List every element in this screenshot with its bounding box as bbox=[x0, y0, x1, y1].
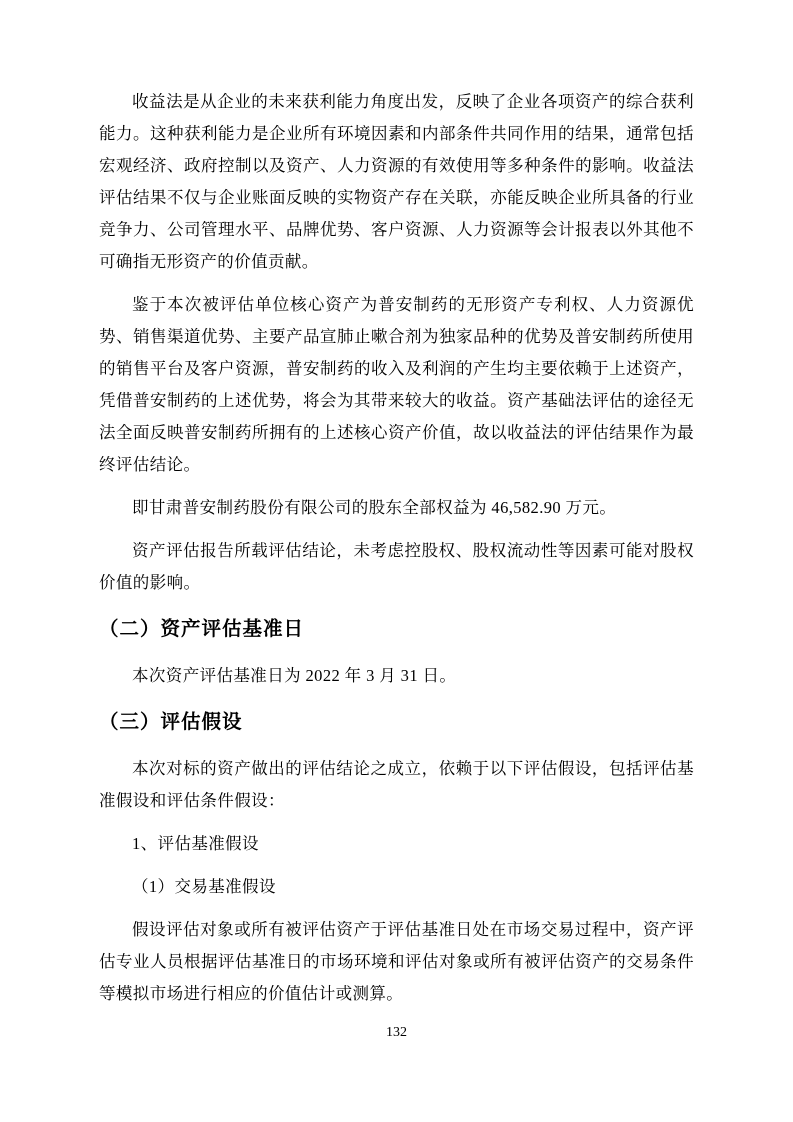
paragraph-assumptions-intro: 本次对标的资产做出的评估结论之成立，依赖于以下评估假设，包括评估基准假设和评估条件假设： bbox=[99, 759, 694, 810]
page-number: 132 bbox=[386, 1025, 407, 1040]
paragraph-income-method-description: 收益法是从企业的未来获利能力角度出发，反映了企业各项资产的综合获利能力。这种获利能力是企业所有环境因素和内部条件共同作用的结果，通常包括宏观经济、政府控制以及资产、人力资源的有效使用等多种条件的影响。收益法评估结果不仅与企业账面反映的实物资产存在关联，亦能反映企业所具备的行业竞争力、公司管理水平、品牌优势、客户资源、人力资源等会计报表以外其他不可确指无形资产的价值贡献。 bbox=[99, 92, 694, 271]
list-item-basic-assumption: 1、评估基准假设 bbox=[132, 834, 259, 853]
section-heading-benchmark-date: （二）资产评估基准日 bbox=[99, 618, 305, 640]
paragraph-equity-value-conclusion: 即甘肃普安制药股份有限公司的股东全部权益为 46,582.90 万元。 bbox=[132, 498, 617, 517]
document-content bbox=[99, 86, 694, 1021]
section-heading-assumptions: （三）评估假设 bbox=[99, 711, 243, 733]
paragraph-benchmark-date: 本次资产评估基准日为 2022 年 3 月 31 日。 bbox=[132, 666, 457, 685]
paragraph-conclusion-note: 资产评估报告所载评估结论，未考虑控股权、股权流动性等因素可能对股权价值的影响。 bbox=[99, 541, 694, 592]
list-item-transaction-assumption: （1）交易基准假设 bbox=[132, 877, 276, 896]
paragraph-core-assets-rationale: 鉴于本次被评估单位核心资产为普安制药的无形资产专利权、人力资源优势、销售渠道优势、主要产品宣肺止嗽合剂为独家品种的优势及普安制药所使用的销售平台及客户资源，普安制药的收入及利润的产生均主要依赖于上述资产，凭借普安制药的上述优势，将会为其带来较大的收益。资产基础法评估的途径无法全面反映普安制药所拥有的上述核心资产价值，故以收益法的评估结果作为最终评估结论。 bbox=[99, 295, 694, 474]
paragraph-transaction-assumption: 假设评估对象或所有被评估资产于评估基准日处在市场交易过程中，资产评估专业人员根据评估基准日的市场环境和评估对象或所有被评估资产的交易条件等模拟市场进行相应的价值估计或测算。 bbox=[99, 920, 694, 1003]
